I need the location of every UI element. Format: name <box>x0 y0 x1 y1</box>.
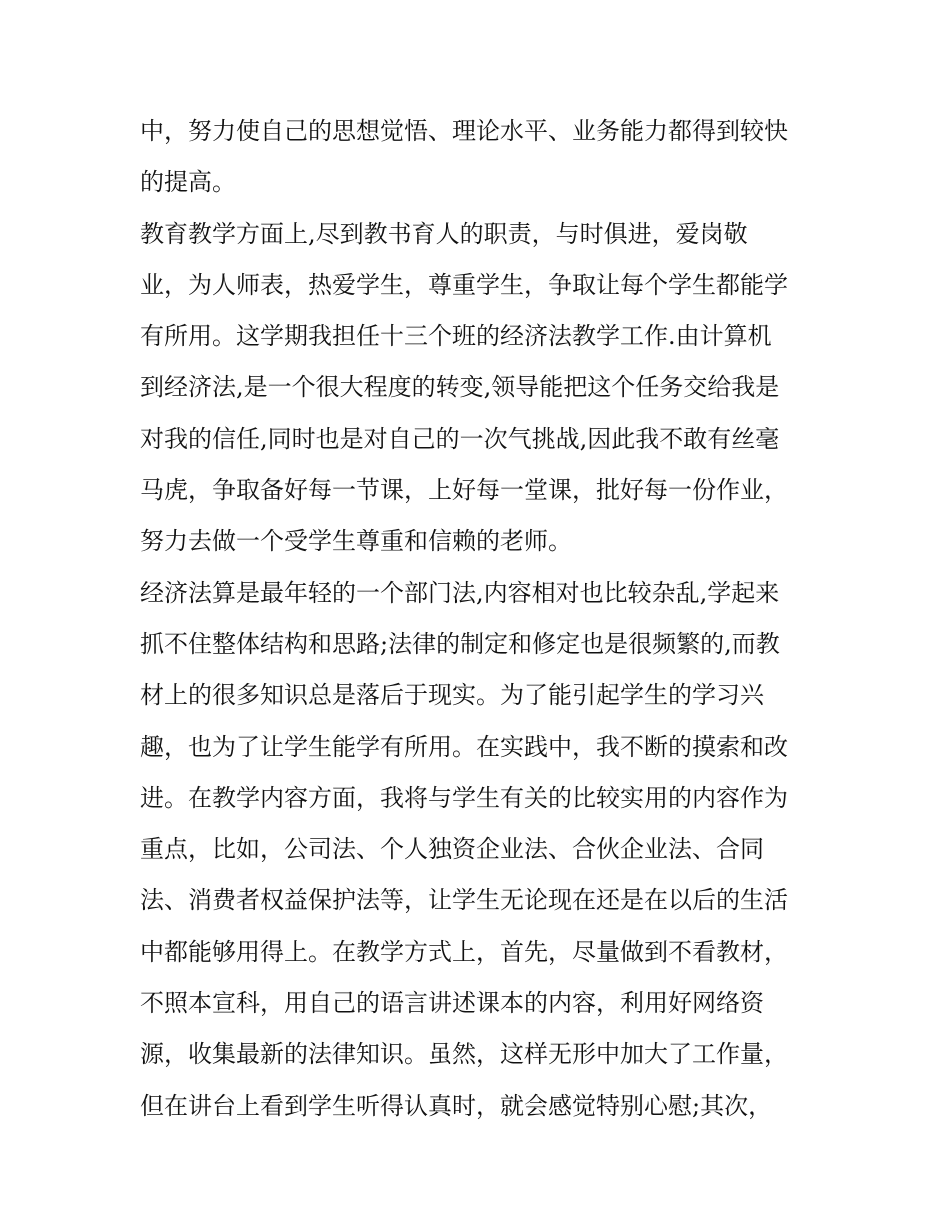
text-line: 趣，也为了让学生能学有所用。在实践中，我不断的摸索和改 <box>140 732 788 761</box>
text-line: 但在讲台上看到学生听得认真时，就会感觉特别心慰;其次， <box>140 1091 773 1120</box>
text-line: 对我的信任,同时也是对自己的一次气挑战,因此我不敢有丝毫 <box>140 424 780 453</box>
text-line: 重点，比如，公司法、个人独资企业法、合伙企业法、合同 <box>140 835 764 864</box>
text-line: 马虎，争取备好每一节课，上好每一堂课，批好每一份作业， <box>140 476 788 505</box>
body-text <box>140 106 820 1132</box>
text-line: 业，为人师表，热爱学生，尊重学生，争取让每个学生都能学 <box>140 270 788 299</box>
text-line: 的提高。 <box>140 168 236 197</box>
text-line: 经济法算是最年轻的一个部门法,内容相对也比较杂乱,学起来 <box>140 578 780 607</box>
text-line: 不照本宣科，用自己的语言讲述课本的内容，利用好网络资 <box>140 989 764 1018</box>
text-line: 到经济法,是一个很大程度的转变,领导能把这个任务交给我是 <box>140 373 780 402</box>
text-line: 中都能够用得上。在教学方式上，首先，尽量做到不看教材， <box>140 937 788 966</box>
text-line: 源，收集最新的法律知识。虽然，这样无形中加大了工作量， <box>140 1040 788 1069</box>
text-line: 材上的很多知识总是落后于现实。为了能引起学生的学习兴 <box>140 681 764 710</box>
text-line: 法、消费者权益保护法等，让学生无论现在还是在以后的生活 <box>140 886 788 915</box>
text-line: 进。在教学内容方面，我将与学生有关的比较实用的内容作为 <box>140 783 788 812</box>
text-line: 教育教学方面上,尽到教书育人的职责，与时俱进，爱岗敬 <box>140 219 748 248</box>
text-line: 中，努力使自己的思想觉悟、理论水平、业务能力都得到较快 <box>140 117 788 145</box>
text-line: 抓不住整体结构和思路;法律的制定和修定也是很频繁的,而教 <box>140 629 780 658</box>
text-line: 努力去做一个受学生尊重和信赖的老师。 <box>140 527 572 556</box>
text-line: 有所用。这学期我担任十三个班的经济法教学工作.由计算机 <box>140 322 772 351</box>
